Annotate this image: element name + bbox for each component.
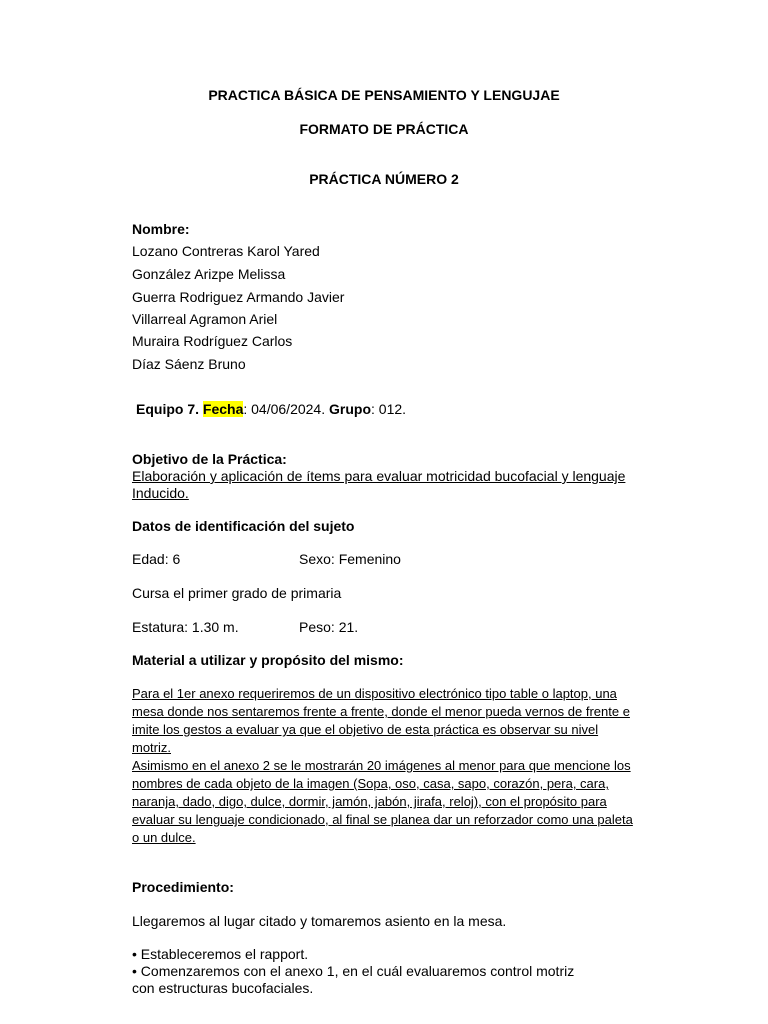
- name-item: Díaz Sáenz Bruno: [132, 356, 246, 372]
- datos-heading: Datos de identificación del sujeto: [132, 518, 355, 534]
- material-heading: Material a utilizar y propósito del mismo:: [132, 652, 404, 668]
- material-line: Para el 1er anexo requeriremos de un dispositivo electrónico tipo table o laptop, una: [132, 686, 617, 701]
- grupo-label: Grupo: [329, 401, 371, 417]
- sexo-value: : Femenino: [330, 551, 401, 567]
- document-subtitle: FORMATO DE PRÁCTICA: [299, 121, 469, 137]
- fecha-value: : 04/06/2024.: [243, 401, 326, 417]
- document-title: PRACTICA BÁSICA DE PENSAMIENTO Y LENGUJAE: [208, 87, 560, 103]
- name-item: Villarreal Agramon Ariel: [132, 311, 278, 327]
- material-line: motriz.: [132, 740, 171, 755]
- name-item: Muraira Rodríguez Carlos: [132, 333, 293, 349]
- material-line: imite los gestos a evaluar ya que el objetivo de esta práctica es observar su nivel: [132, 722, 599, 737]
- fecha-label: Fecha: [202, 401, 244, 417]
- procedimiento-heading: Procedimiento:: [132, 879, 234, 895]
- bullet-item: con estructuras bucofaciales.: [132, 980, 314, 996]
- material-line: evaluar su lenguaje condicionado, al final se planea dar un reforzador como una paleta: [132, 812, 633, 827]
- nombre-label: Nombre:: [132, 221, 190, 237]
- grupo-value: : 012.: [371, 401, 407, 417]
- name-item: Guerra Rodriguez Armando Javier: [132, 289, 345, 305]
- bullet-item: • Comenzaremos con el anexo 1, en el cuál evaluaremos control motriz: [132, 963, 575, 979]
- name-item: Lozano Contreras Karol Yared: [132, 243, 320, 259]
- cursa-text: Cursa el primer grado de primaria: [132, 585, 342, 601]
- material-line: o un dulce.: [132, 830, 196, 845]
- objetivo-heading: Objetivo de la Práctica:: [132, 451, 287, 467]
- edad-value: Edad: 6: [132, 551, 181, 567]
- bullet-item: • Estableceremos el rapport.: [132, 946, 309, 962]
- equipo-label: Equipo 7.: [136, 401, 199, 417]
- sexo-line: [299, 550, 401, 568]
- name-item: González Arizpe Melissa: [132, 266, 286, 282]
- peso-value: Peso: 21.: [299, 619, 359, 635]
- objetivo-text: Inducido.: [132, 485, 189, 501]
- material-line: mesa donde nos sentaremos frente a frente, donde el menor pueda vernos de frente e: [132, 704, 630, 719]
- objetivo-text: Elaboración y aplicación de ítems para evaluar motricidad bucofacial y lenguaje: [132, 468, 626, 484]
- material-line: nombres de cada objeto de la imagen (Sopa, oso, casa, sapo, corazón, pera, cara,: [132, 776, 609, 791]
- equipo-line: [136, 400, 406, 418]
- material-line: Asimismo en el anexo 2 se le mostrarán 20 imágenes al menor para que mencione los: [132, 758, 631, 773]
- sexo-label: Sexo: [299, 551, 331, 567]
- practice-number: PRÁCTICA NÚMERO 2: [309, 171, 459, 187]
- material-line: naranja, dado, digo, dulce, dormir, jamón, jabón, jirafa, reloj), con el propósito para: [132, 794, 607, 809]
- estatura-value: Estatura: 1.30 m.: [132, 619, 239, 635]
- procedimiento-intro: Llegaremos al lugar citado y tomaremos asiento en la mesa.: [132, 913, 507, 929]
